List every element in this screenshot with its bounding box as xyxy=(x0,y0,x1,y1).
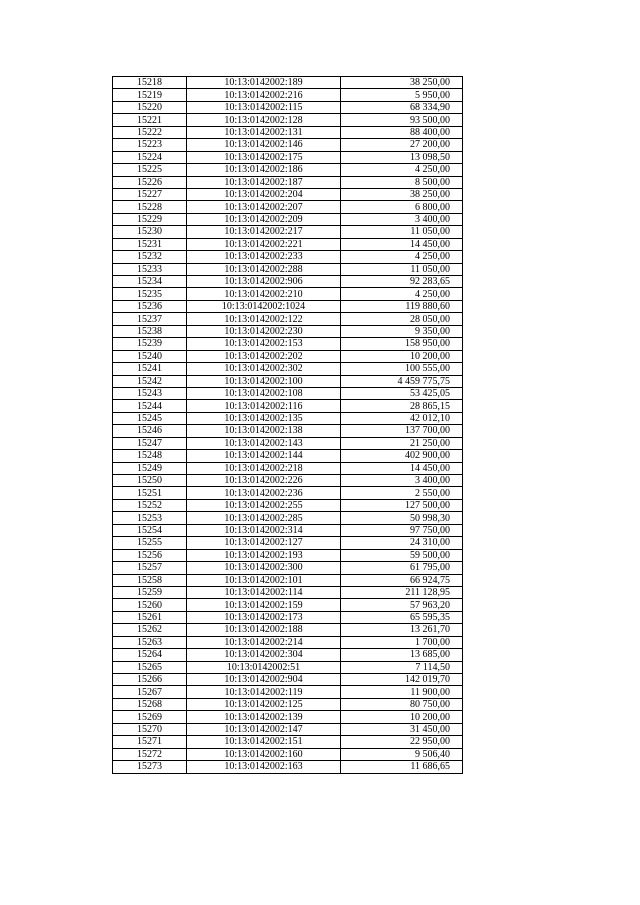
amount-cell: 93 500,00 xyxy=(341,114,463,126)
table-row xyxy=(113,276,463,288)
row-number-cell: 15230 xyxy=(113,226,187,238)
cadastral-number-cell: 10:13:0142002:221 xyxy=(187,238,341,250)
amount-cell: 28 865,15 xyxy=(341,400,463,412)
cadastral-number-cell: 10:13:0142002:906 xyxy=(187,276,341,288)
cadastral-number-cell: 10:13:0142002:163 xyxy=(187,761,341,773)
row-number-cell: 15233 xyxy=(113,263,187,275)
table-row xyxy=(113,686,463,698)
amount-cell: 13 261,70 xyxy=(341,624,463,636)
row-number-cell: 15238 xyxy=(113,325,187,337)
amount-cell: 402 900,00 xyxy=(341,450,463,462)
amount-cell: 3 400,00 xyxy=(341,213,463,225)
amount-cell: 2 550,00 xyxy=(341,487,463,499)
row-number-cell: 15237 xyxy=(113,313,187,325)
row-number-cell: 15223 xyxy=(113,139,187,151)
row-number-cell: 15265 xyxy=(113,661,187,673)
row-number-cell: 15260 xyxy=(113,599,187,611)
table-row xyxy=(113,761,463,773)
amount-cell: 127 500,00 xyxy=(341,499,463,511)
amount-cell: 21 250,00 xyxy=(341,437,463,449)
table-row xyxy=(113,586,463,598)
table-row xyxy=(113,674,463,686)
table-row xyxy=(113,450,463,462)
table-row xyxy=(113,400,463,412)
row-number-cell: 15219 xyxy=(113,89,187,101)
table-row xyxy=(113,698,463,710)
cadastral-number-cell: 10:13:0142002:101 xyxy=(187,574,341,586)
table-row xyxy=(113,624,463,636)
table-row xyxy=(113,114,463,126)
row-number-cell: 15263 xyxy=(113,636,187,648)
amount-cell: 10 200,00 xyxy=(341,350,463,362)
data-table xyxy=(112,76,463,774)
amount-cell: 13 685,00 xyxy=(341,649,463,661)
cadastral-number-cell: 10:13:0142002:904 xyxy=(187,674,341,686)
cadastral-number-cell: 10:13:0142002:135 xyxy=(187,412,341,424)
amount-cell: 13 098,50 xyxy=(341,151,463,163)
amount-cell: 42 012,10 xyxy=(341,412,463,424)
cadastral-number-cell: 10:13:0142002:314 xyxy=(187,524,341,536)
table-row xyxy=(113,412,463,424)
row-number-cell: 15229 xyxy=(113,213,187,225)
cadastral-number-cell: 10:13:0142002:285 xyxy=(187,512,341,524)
amount-cell: 9 506,40 xyxy=(341,748,463,760)
table-row xyxy=(113,711,463,723)
row-number-cell: 15257 xyxy=(113,562,187,574)
cadastral-number-cell: 10:13:0142002:230 xyxy=(187,325,341,337)
amount-cell: 100 555,00 xyxy=(341,363,463,375)
cadastral-number-cell: 10:13:0142002:207 xyxy=(187,201,341,213)
table-row xyxy=(113,139,463,151)
amount-cell: 3 400,00 xyxy=(341,475,463,487)
amount-cell: 4 250,00 xyxy=(341,164,463,176)
table-row xyxy=(113,549,463,561)
row-number-cell: 15246 xyxy=(113,425,187,437)
row-number-cell: 15255 xyxy=(113,537,187,549)
row-number-cell: 15252 xyxy=(113,499,187,511)
amount-cell: 80 750,00 xyxy=(341,698,463,710)
amount-cell: 4 250,00 xyxy=(341,251,463,263)
row-number-cell: 15267 xyxy=(113,686,187,698)
table-row xyxy=(113,89,463,101)
table-row xyxy=(113,611,463,623)
cadastral-number-cell: 10:13:0142002:233 xyxy=(187,251,341,263)
row-number-cell: 15272 xyxy=(113,748,187,760)
row-number-cell: 15222 xyxy=(113,126,187,138)
cadastral-number-cell: 10:13:0142002:255 xyxy=(187,499,341,511)
table-row xyxy=(113,263,463,275)
amount-cell: 14 450,00 xyxy=(341,462,463,474)
cadastral-number-cell: 10:13:0142002:300 xyxy=(187,562,341,574)
amount-cell: 119 880,60 xyxy=(341,300,463,312)
amount-cell: 65 595,35 xyxy=(341,611,463,623)
cadastral-number-cell: 10:13:0142002:189 xyxy=(187,77,341,89)
cadastral-number-cell: 10:13:0142002:288 xyxy=(187,263,341,275)
row-number-cell: 15225 xyxy=(113,164,187,176)
amount-cell: 59 500,00 xyxy=(341,549,463,561)
row-number-cell: 15258 xyxy=(113,574,187,586)
cadastral-number-cell: 10:13:0142002:127 xyxy=(187,537,341,549)
table-row xyxy=(113,748,463,760)
row-number-cell: 15236 xyxy=(113,300,187,312)
cadastral-number-cell: 10:13:0142002:218 xyxy=(187,462,341,474)
table-row xyxy=(113,649,463,661)
amount-cell: 6 800,00 xyxy=(341,201,463,213)
row-number-cell: 15270 xyxy=(113,723,187,735)
table-row xyxy=(113,338,463,350)
table-row xyxy=(113,251,463,263)
cadastral-number-cell: 10:13:0142002:139 xyxy=(187,711,341,723)
amount-cell: 11 686,65 xyxy=(341,761,463,773)
table-row xyxy=(113,524,463,536)
amount-cell: 57 963,20 xyxy=(341,599,463,611)
row-number-cell: 15245 xyxy=(113,412,187,424)
row-number-cell: 15251 xyxy=(113,487,187,499)
amount-cell: 11 900,00 xyxy=(341,686,463,698)
row-number-cell: 15231 xyxy=(113,238,187,250)
table-row xyxy=(113,723,463,735)
row-number-cell: 15227 xyxy=(113,188,187,200)
table-row xyxy=(113,661,463,673)
table-row xyxy=(113,325,463,337)
cadastral-number-cell: 10:13:0142002:122 xyxy=(187,313,341,325)
row-number-cell: 15273 xyxy=(113,761,187,773)
table-row xyxy=(113,164,463,176)
row-number-cell: 15261 xyxy=(113,611,187,623)
row-number-cell: 15249 xyxy=(113,462,187,474)
amount-cell: 14 450,00 xyxy=(341,238,463,250)
row-number-cell: 15259 xyxy=(113,586,187,598)
table-row xyxy=(113,537,463,549)
amount-cell: 50 998,30 xyxy=(341,512,463,524)
cadastral-number-cell: 10:13:0142002:209 xyxy=(187,213,341,225)
cadastral-number-cell: 10:13:0142002:302 xyxy=(187,363,341,375)
row-number-cell: 15253 xyxy=(113,512,187,524)
row-number-cell: 15269 xyxy=(113,711,187,723)
table-row xyxy=(113,462,463,474)
cadastral-number-cell: 10:13:0142002:153 xyxy=(187,338,341,350)
cadastral-number-cell: 10:13:0142002:128 xyxy=(187,114,341,126)
cadastral-number-cell: 10:13:0142002:131 xyxy=(187,126,341,138)
cadastral-number-cell: 10:13:0142002:160 xyxy=(187,748,341,760)
cadastral-number-cell: 10:13:0142002:115 xyxy=(187,101,341,113)
amount-cell: 4 250,00 xyxy=(341,288,463,300)
cadastral-number-cell: 10:13:0142002:159 xyxy=(187,599,341,611)
row-number-cell: 15226 xyxy=(113,176,187,188)
row-number-cell: 15220 xyxy=(113,101,187,113)
table-row xyxy=(113,151,463,163)
cadastral-number-cell: 10:13:0142002:226 xyxy=(187,475,341,487)
amount-cell: 38 250,00 xyxy=(341,188,463,200)
table-row xyxy=(113,363,463,375)
amount-cell: 53 425,05 xyxy=(341,387,463,399)
table-row xyxy=(113,636,463,648)
row-number-cell: 15250 xyxy=(113,475,187,487)
table-row xyxy=(113,437,463,449)
cadastral-number-cell: 10:13:0142002:108 xyxy=(187,387,341,399)
row-number-cell: 15262 xyxy=(113,624,187,636)
cadastral-number-cell: 10:13:0142002:1024 xyxy=(187,300,341,312)
row-number-cell: 15271 xyxy=(113,736,187,748)
amount-cell: 11 050,00 xyxy=(341,263,463,275)
cadastral-number-cell: 10:13:0142002:143 xyxy=(187,437,341,449)
row-number-cell: 15247 xyxy=(113,437,187,449)
row-number-cell: 15241 xyxy=(113,363,187,375)
amount-cell: 4 459 775,75 xyxy=(341,375,463,387)
row-number-cell: 15239 xyxy=(113,338,187,350)
row-number-cell: 15228 xyxy=(113,201,187,213)
table-row xyxy=(113,425,463,437)
table-row xyxy=(113,562,463,574)
table-row xyxy=(113,375,463,387)
amount-cell: 24 310,00 xyxy=(341,537,463,549)
table-row xyxy=(113,101,463,113)
amount-cell: 61 795,00 xyxy=(341,562,463,574)
row-number-cell: 15264 xyxy=(113,649,187,661)
table-row xyxy=(113,176,463,188)
row-number-cell: 15221 xyxy=(113,114,187,126)
row-number-cell: 15243 xyxy=(113,387,187,399)
cadastral-number-cell: 10:13:0142002:114 xyxy=(187,586,341,598)
row-number-cell: 15242 xyxy=(113,375,187,387)
cadastral-number-cell: 10:13:0142002:217 xyxy=(187,226,341,238)
cadastral-number-cell: 10:13:0142002:187 xyxy=(187,176,341,188)
table-row xyxy=(113,499,463,511)
table-row xyxy=(113,226,463,238)
table-row xyxy=(113,313,463,325)
row-number-cell: 15244 xyxy=(113,400,187,412)
table-row xyxy=(113,736,463,748)
row-number-cell: 15268 xyxy=(113,698,187,710)
table-row xyxy=(113,300,463,312)
amount-cell: 137 700,00 xyxy=(341,425,463,437)
amount-cell: 158 950,00 xyxy=(341,338,463,350)
cadastral-number-cell: 10:13:0142002:100 xyxy=(187,375,341,387)
row-number-cell: 15248 xyxy=(113,450,187,462)
amount-cell: 11 050,00 xyxy=(341,226,463,238)
table-row xyxy=(113,350,463,362)
row-number-cell: 15224 xyxy=(113,151,187,163)
cadastral-number-cell: 10:13:0142002:202 xyxy=(187,350,341,362)
table-body xyxy=(113,77,463,774)
cadastral-number-cell: 10:13:0142002:214 xyxy=(187,636,341,648)
cadastral-number-cell: 10:13:0142002:186 xyxy=(187,164,341,176)
table-row xyxy=(113,238,463,250)
amount-cell: 38 250,00 xyxy=(341,77,463,89)
cadastral-number-cell: 10:13:0142002:236 xyxy=(187,487,341,499)
cadastral-number-cell: 10:13:0142002:204 xyxy=(187,188,341,200)
cadastral-number-cell: 10:13:0142002:147 xyxy=(187,723,341,735)
amount-cell: 88 400,00 xyxy=(341,126,463,138)
amount-cell: 22 950,00 xyxy=(341,736,463,748)
cadastral-number-cell: 10:13:0142002:151 xyxy=(187,736,341,748)
table-row xyxy=(113,188,463,200)
table-row xyxy=(113,512,463,524)
amount-cell: 31 450,00 xyxy=(341,723,463,735)
table-row xyxy=(113,77,463,89)
amount-cell: 5 950,00 xyxy=(341,89,463,101)
table-row xyxy=(113,288,463,300)
cadastral-number-cell: 10:13:0142002:175 xyxy=(187,151,341,163)
cadastral-number-cell: 10:13:0142002:125 xyxy=(187,698,341,710)
amount-cell: 27 200,00 xyxy=(341,139,463,151)
amount-cell: 92 283,65 xyxy=(341,276,463,288)
cadastral-number-cell: 10:13:0142002:116 xyxy=(187,400,341,412)
table-row xyxy=(113,475,463,487)
amount-cell: 97 750,00 xyxy=(341,524,463,536)
amount-cell: 142 019,70 xyxy=(341,674,463,686)
amount-cell: 8 500,00 xyxy=(341,176,463,188)
table-row xyxy=(113,213,463,225)
cadastral-number-cell: 10:13:0142002:146 xyxy=(187,139,341,151)
table-row xyxy=(113,599,463,611)
cadastral-number-cell: 10:13:0142002:119 xyxy=(187,686,341,698)
row-number-cell: 15266 xyxy=(113,674,187,686)
cadastral-number-cell: 10:13:0142002:304 xyxy=(187,649,341,661)
amount-cell: 1 700,00 xyxy=(341,636,463,648)
row-number-cell: 15218 xyxy=(113,77,187,89)
row-number-cell: 15235 xyxy=(113,288,187,300)
cadastral-number-cell: 10:13:0142002:193 xyxy=(187,549,341,561)
cadastral-number-cell: 10:13:0142002:144 xyxy=(187,450,341,462)
cadastral-number-cell: 10:13:0142002:138 xyxy=(187,425,341,437)
table-row xyxy=(113,574,463,586)
row-number-cell: 15256 xyxy=(113,549,187,561)
amount-cell: 7 114,50 xyxy=(341,661,463,673)
table-row xyxy=(113,201,463,213)
cadastral-number-cell: 10:13:0142002:216 xyxy=(187,89,341,101)
amount-cell: 68 334,90 xyxy=(341,101,463,113)
amount-cell: 211 128,95 xyxy=(341,586,463,598)
amount-cell: 9 350,00 xyxy=(341,325,463,337)
cadastral-number-cell: 10:13:0142002:51 xyxy=(187,661,341,673)
row-number-cell: 15240 xyxy=(113,350,187,362)
amount-cell: 66 924,75 xyxy=(341,574,463,586)
cadastral-number-cell: 10:13:0142002:210 xyxy=(187,288,341,300)
amount-cell: 28 050,00 xyxy=(341,313,463,325)
cadastral-number-cell: 10:13:0142002:173 xyxy=(187,611,341,623)
row-number-cell: 15234 xyxy=(113,276,187,288)
amount-cell: 10 200,00 xyxy=(341,711,463,723)
row-number-cell: 15254 xyxy=(113,524,187,536)
table-row xyxy=(113,126,463,138)
table-row xyxy=(113,487,463,499)
cadastral-number-cell: 10:13:0142002:188 xyxy=(187,624,341,636)
table-row xyxy=(113,387,463,399)
row-number-cell: 15232 xyxy=(113,251,187,263)
